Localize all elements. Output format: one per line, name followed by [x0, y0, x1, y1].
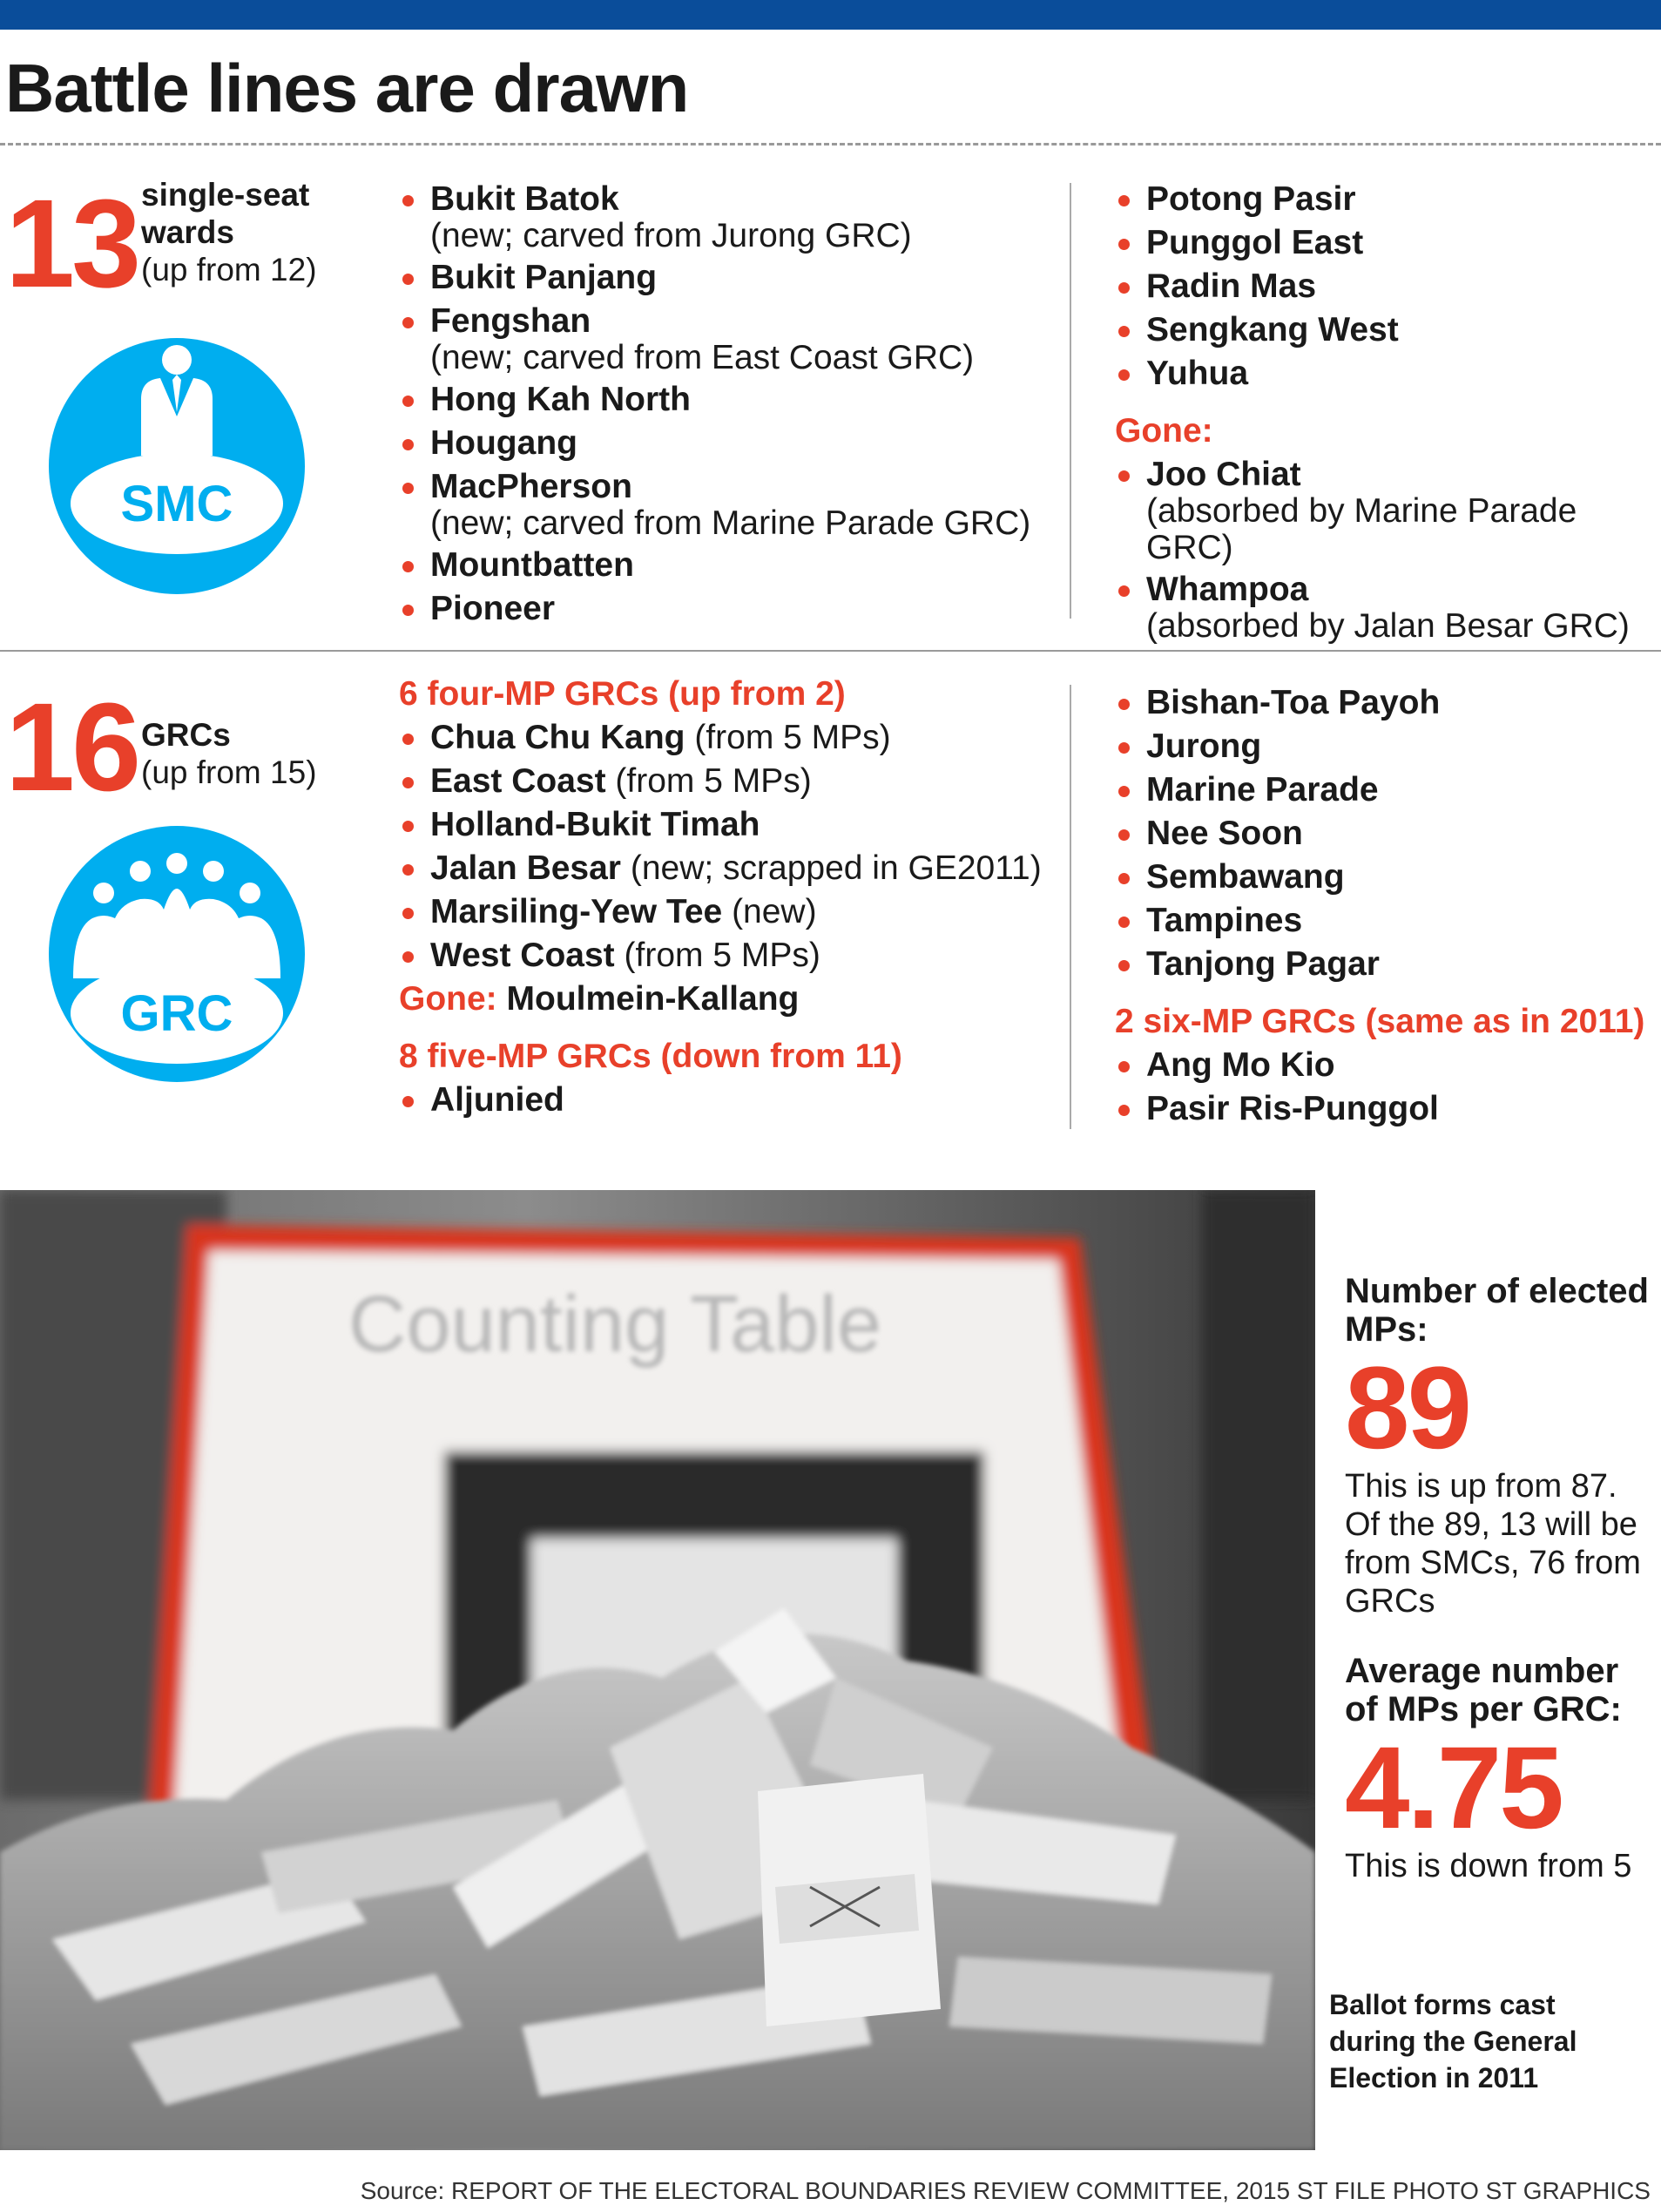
bullet-icon [1118, 470, 1130, 482]
list-item [1115, 1087, 1644, 1131]
mps-heading: Number of elected MPs: [1345, 1272, 1649, 1349]
bullet-icon [1118, 699, 1130, 710]
item-subnote: (new; carved from East Coast GRC) [430, 339, 975, 376]
item-name: Hong Kah North [430, 381, 691, 418]
list-item [399, 803, 1042, 847]
grc-icon [49, 826, 305, 1082]
item-note: (new) [732, 893, 817, 930]
avg-heading: Average number of MPs per GRC: [1345, 1652, 1622, 1728]
list-item [399, 587, 1030, 631]
grc-gone-line [399, 977, 1042, 1021]
photo-caption: Ballot forms cast during the General Election in 2011 [1329, 1989, 1577, 2094]
list-item [399, 178, 1030, 254]
grc-column-divider [1070, 685, 1071, 1129]
list-item [1115, 568, 1661, 645]
bullet-icon [402, 864, 414, 876]
item-note: (from 5 MPs) [694, 719, 891, 756]
item-name: Bishan-Toa Payoh [1146, 684, 1441, 721]
item-name: Chua Chu Kang [430, 719, 685, 756]
smc-right-column [1115, 178, 1661, 646]
six-mp-list [1115, 1044, 1644, 1131]
header-bar [0, 0, 1661, 30]
list-item [1115, 265, 1661, 308]
list-item [399, 1079, 1042, 1122]
mps-value: 89 [1345, 1343, 1470, 1473]
list-item [1115, 352, 1661, 396]
mps-description: This is up from 87. Of the 89, 13 will be from SMCs, 76 from GRCs [1345, 1468, 1641, 1620]
list-item [399, 716, 1042, 760]
smc-list-right [1115, 178, 1661, 396]
item-name: Jurong [1146, 727, 1262, 765]
smc-count-label [141, 176, 317, 288]
list-item [1115, 308, 1661, 352]
bullet-icon [402, 274, 414, 285]
bullet-icon [1118, 585, 1130, 597]
item-subnote: (absorbed by Marine Parade GRC) [1146, 492, 1577, 566]
list-item [399, 760, 1042, 803]
bullet-icon [1118, 1061, 1130, 1072]
list-item [1115, 681, 1644, 725]
grc-left-column [399, 673, 1042, 1122]
list-item [1115, 725, 1644, 768]
mp-head-icon [162, 345, 192, 375]
item-name: Punggol East [1146, 224, 1364, 261]
bullet-icon [402, 777, 414, 788]
section-divider [0, 650, 1661, 652]
bullet-icon [1118, 960, 1130, 971]
list-item [1115, 856, 1644, 899]
bullet-icon [1118, 369, 1130, 381]
bullet-icon [1118, 326, 1130, 337]
bullet-icon [1118, 742, 1130, 754]
list-item [1115, 812, 1644, 856]
item-name: Mountbatten [430, 546, 634, 584]
bullet-icon [402, 734, 414, 745]
stats-panel [1345, 1272, 1650, 1885]
bullet-icon [1118, 786, 1130, 797]
list-item [1115, 221, 1661, 265]
item-name: Bukit Panjang [430, 259, 658, 296]
grc-count: 16 [5, 677, 138, 817]
bullet-icon [402, 439, 414, 450]
item-subnote: (new; carved from Jurong GRC) [430, 217, 912, 254]
item-name: Yuhua [1146, 355, 1249, 392]
list-item [1115, 899, 1644, 943]
grc-icon-label: GRC [120, 985, 233, 1042]
item-name: Fengshan [430, 302, 591, 340]
grc-gone-value: Moulmein-Kallang [506, 980, 800, 1018]
bullet-icon [402, 908, 414, 919]
smc-icon [49, 338, 305, 594]
list-item [399, 465, 1030, 542]
item-name: Tampines [1146, 902, 1303, 939]
smc-gone-label: Gone: [1115, 412, 1213, 450]
bullet-icon [402, 317, 414, 328]
smc-column-divider [1070, 183, 1071, 619]
item-note: (from 5 MPs) [615, 762, 812, 800]
bullet-icon [1118, 1105, 1130, 1116]
item-name: Radin Mas [1146, 267, 1317, 305]
bullet-icon [1118, 195, 1130, 206]
bullet-icon [402, 483, 414, 494]
five-mp-list-right [1115, 681, 1644, 986]
item-name: Bukit Batok [430, 180, 619, 218]
item-subnote: (absorbed by Jalan Besar GRC) [1146, 607, 1630, 645]
list-item [1115, 943, 1644, 986]
smc-count: 13 [5, 173, 138, 314]
item-name: Holland-Bukit Timah [430, 806, 760, 843]
grc-count-label [141, 716, 317, 791]
grc-right-column [1115, 681, 1644, 1131]
list-item [399, 934, 1042, 977]
counting-table-sign: Counting Table [348, 1280, 882, 1369]
four-mp-list [399, 716, 1042, 977]
item-name: Ang Mo Kio [1146, 1046, 1335, 1084]
page-title: Battle lines are drawn [5, 50, 689, 126]
smc-gone-list [1115, 453, 1661, 645]
grc-gone-label: Gone: [399, 980, 497, 1018]
six-mp-heading: 2 six-MP GRCs (same as in 2011) [1115, 1003, 1645, 1040]
bullet-icon [1118, 917, 1130, 928]
list-item [399, 890, 1042, 934]
item-note: (new; scrapped in GE2011) [630, 849, 1042, 887]
bullet-icon [402, 605, 414, 616]
item-name: Marine Parade [1146, 771, 1379, 808]
smc-label-note: (up from 12) [141, 252, 317, 287]
item-name: Aljunied [430, 1081, 564, 1119]
bullet-icon [1118, 873, 1130, 884]
list-item [399, 422, 1030, 465]
item-name: East Coast [430, 762, 606, 800]
bullet-icon [1118, 282, 1130, 294]
item-subnote: (new; carved from Marine Parade GRC) [430, 504, 1031, 542]
source-credit: Source: REPORT OF THE ELECTORAL BOUNDARIES REVIEW COMMITTEE, 2015 ST FILE PHOTO ST GRAPHICS [360, 2177, 1651, 2204]
list-item [1115, 178, 1661, 221]
grc-label-line1: GRCs [141, 717, 231, 753]
avg-value: 4.75 [1345, 1723, 1562, 1853]
item-name: MacPherson [430, 468, 632, 505]
list-item [1115, 453, 1661, 566]
list-item [399, 256, 1030, 300]
list-item [399, 378, 1030, 422]
item-name: Sembawang [1146, 858, 1345, 896]
bullet-icon [1118, 239, 1130, 250]
item-name: Jalan Besar [430, 849, 621, 887]
list-item [1115, 768, 1644, 812]
item-name: West Coast [430, 937, 615, 974]
item-note: (from 5 MPs) [624, 937, 820, 974]
five-mp-list-left [399, 1079, 1042, 1122]
item-name: Pioneer [430, 590, 556, 627]
bullet-icon [1118, 829, 1130, 841]
list-item [399, 300, 1030, 376]
item-name: Potong Pasir [1146, 180, 1356, 218]
item-name: Whampoa [1146, 571, 1309, 608]
bullet-icon [402, 1096, 414, 1107]
list-item [1115, 1044, 1644, 1087]
item-name: Pasir Ris-Punggol [1146, 1090, 1439, 1127]
four-mp-heading: 6 four-MP GRCs (up from 2) [399, 675, 846, 713]
grc-label-note: (up from 15) [141, 754, 317, 790]
list-item [399, 544, 1030, 587]
bullet-icon [402, 396, 414, 407]
item-name: Marsiling-Yew Tee [430, 893, 723, 930]
item-name: Tanjong Pagar [1146, 945, 1380, 983]
item-name: Sengkang West [1146, 311, 1399, 348]
list-item [399, 847, 1042, 890]
bullet-icon [402, 561, 414, 572]
item-name: Joo Chiat [1146, 456, 1301, 493]
smc-label-line1: single-seat [141, 177, 310, 213]
bullet-icon [402, 951, 414, 963]
bullet-icon [402, 195, 414, 206]
smc-label-line2: wards [141, 214, 234, 250]
five-mp-heading: 8 five-MP GRCs (down from 11) [399, 1038, 902, 1075]
title-divider [0, 143, 1661, 145]
item-name: Nee Soon [1146, 815, 1303, 852]
avg-description: This is down from 5 [1345, 1848, 1632, 1884]
bullet-icon [402, 821, 414, 832]
item-name: Hougang [430, 424, 577, 462]
smc-list-left [399, 178, 1030, 631]
ballot-photo [0, 1190, 1315, 2150]
smc-icon-label: SMC [120, 476, 233, 532]
